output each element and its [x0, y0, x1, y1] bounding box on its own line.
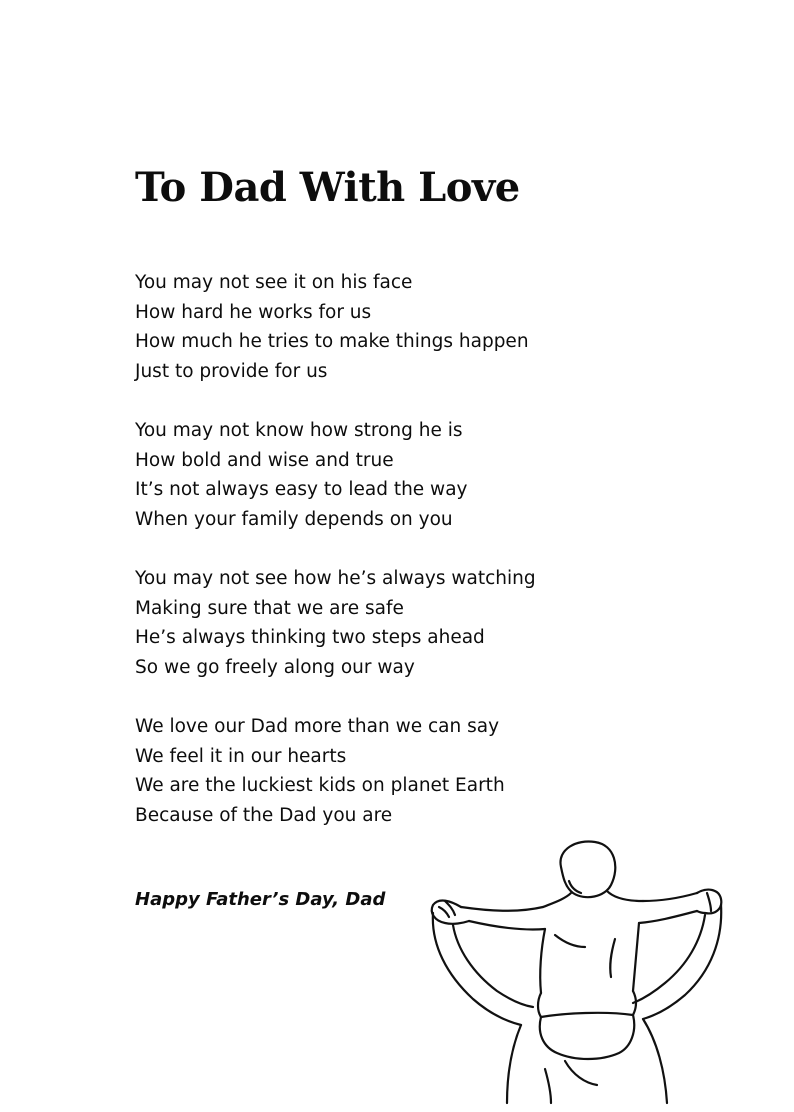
father-left-arm-outer	[433, 913, 521, 1025]
poem-line: You may not see it on his face	[135, 272, 413, 293]
left-finger-line	[439, 907, 449, 917]
child-right-arm-bottom	[639, 911, 697, 923]
father-right-arm-inner	[633, 915, 705, 1003]
poem-line: He’s always thinking two steps ahead	[135, 627, 485, 648]
poem-line: How hard he works for us	[135, 301, 372, 323]
poem-line: We feel it in our hearts	[135, 745, 347, 767]
child-left-arm-top	[461, 907, 543, 911]
child-left-arm-bottom	[469, 921, 545, 930]
child-torso-right	[633, 923, 639, 991]
poem-title: To Dad With Love	[135, 164, 520, 211]
father-back-left	[507, 1025, 521, 1103]
child-shirt-fold-2	[610, 939, 615, 977]
poem-line: How much he tries to make things happen	[135, 331, 529, 352]
poem-line: Making sure that we are safe	[135, 597, 404, 619]
stanza-2	[135, 416, 595, 534]
father-shirt-fold-2	[545, 1069, 551, 1103]
father-head	[540, 1015, 634, 1059]
poem-line: When your family depends on you	[135, 508, 453, 530]
poem-line: We love our Dad more than we can say	[135, 716, 500, 737]
child-right-shoulder	[607, 891, 643, 901]
poem-line: So we go freely along our way	[135, 656, 415, 678]
child-shirt-fold	[555, 935, 585, 947]
child-shorts	[538, 991, 636, 1017]
poem-body	[135, 268, 595, 860]
father-shirt-fold	[565, 1061, 597, 1085]
illustration-svg	[425, 835, 725, 1105]
left-hands	[432, 901, 469, 924]
stanza-3	[135, 564, 595, 682]
stanza-1	[135, 268, 595, 386]
child-torso-left	[540, 929, 545, 993]
child-right-arm-top	[643, 893, 697, 901]
poem-line: How bold and wise and true	[135, 449, 394, 471]
signoff-text: Happy Father’s Day, Dad	[135, 889, 386, 910]
father-right-arm-outer	[643, 905, 721, 1019]
poem-line: It’s not always easy to lead the way	[135, 479, 468, 500]
poem-line: Because of the Dad you are	[135, 804, 393, 826]
child-left-shoulder	[543, 893, 571, 907]
father-left-arm-inner	[453, 925, 533, 1007]
father-child-shoulders-icon	[425, 835, 725, 1105]
poem-line: You may not know how strong he is	[135, 420, 463, 441]
child-head-outline	[560, 841, 615, 897]
right-finger-line	[707, 893, 711, 911]
father-back-right	[643, 1019, 667, 1103]
stanza-4	[135, 712, 595, 830]
poem-line: You may not see how he’s always watching	[135, 568, 536, 589]
poem-line: Just to provide for us	[135, 360, 328, 382]
poem-line: We are the luckiest kids on planet Earth	[135, 775, 505, 796]
